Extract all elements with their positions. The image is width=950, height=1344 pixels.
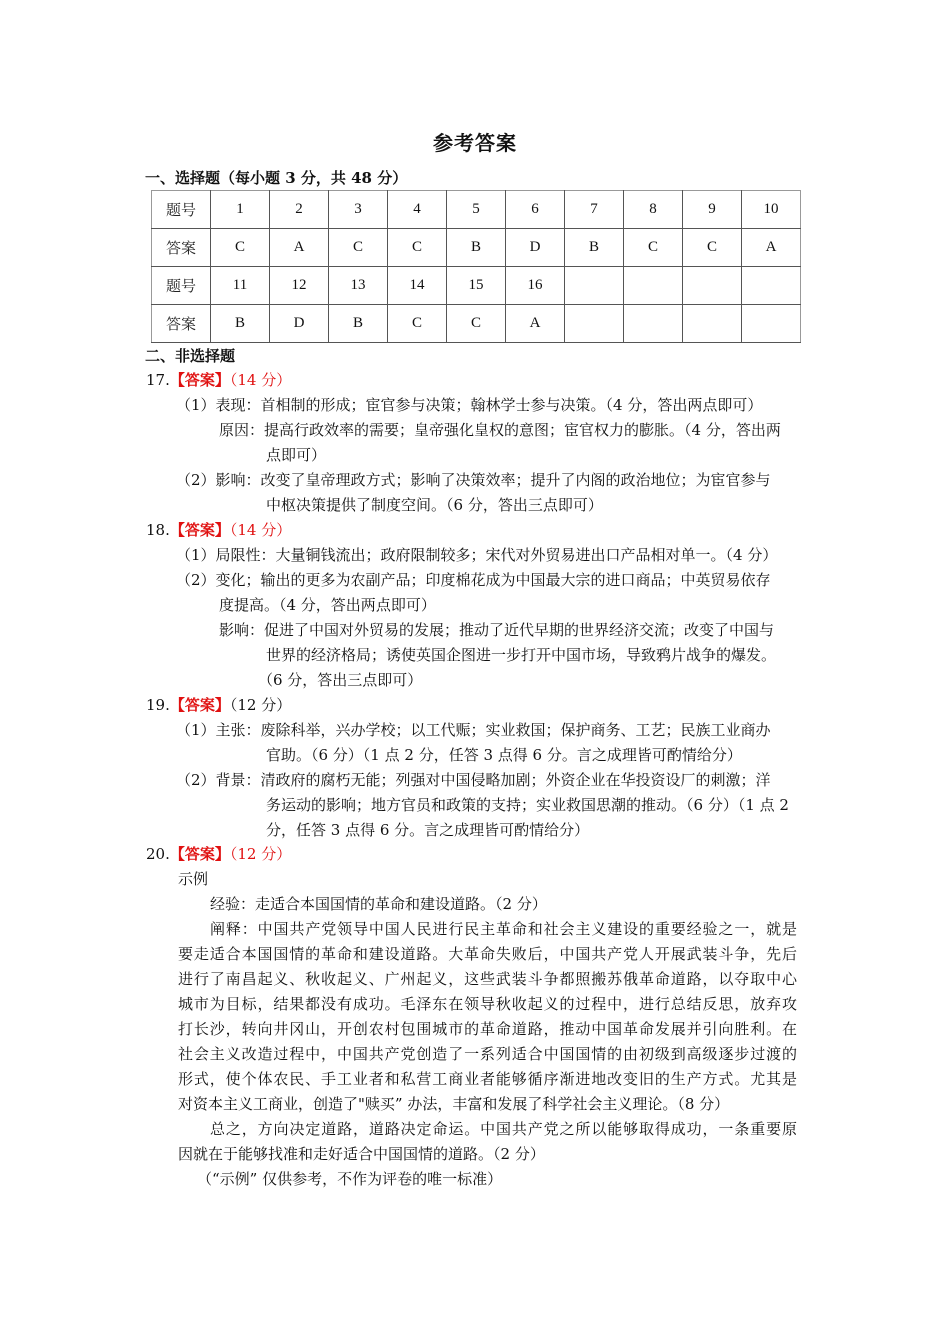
table-cell: 12 — [270, 267, 329, 305]
section-2-heading: 二、非选择题 — [145, 347, 236, 365]
answer-line: （2）影响：改变了皇帝理政方式；影响了决策效率；提升了内阁的政治地位；为宦官参与 — [176, 471, 771, 489]
answer-line: 务运动的影响；地方官员和政策的支持；实业救国思潮的推动。（6 分）（1 点 2 — [266, 796, 789, 814]
table-cell: B — [447, 229, 506, 267]
table-cell: D — [270, 305, 329, 343]
table-cell — [624, 267, 683, 305]
question-17-header — [146, 370, 291, 390]
answer-line: 社会主义改造过程中，中国共产党创造了一系列适合中国国情的由初级到高级逐步过渡的 — [178, 1045, 797, 1063]
table-cell: 3 — [329, 191, 388, 229]
table-cell — [565, 305, 624, 343]
question-19-header — [146, 695, 291, 715]
table-cell: 13 — [329, 267, 388, 305]
answer-line: 总之，方向决定道路，道路决定命运。中国共产党之所以能够取得成功，一条重要原 — [210, 1120, 797, 1138]
section-1-note: （每小题 3 分，共 48 分） — [220, 169, 408, 187]
answer-line: （1）表现：首相制的形成；宦官参与决策；翰林学士参与决策。（4 分，答出两点即可） — [176, 396, 763, 414]
table-cell: 15 — [447, 267, 506, 305]
table-cell — [742, 267, 801, 305]
answer-line: （2）背景：清政府的腐朽无能；列强对中国侵略加剧；外资企业在华投资设厂的刺激；洋 — [176, 771, 771, 789]
answer-line: 点即可） — [266, 446, 327, 464]
table-cell: 8 — [624, 191, 683, 229]
table-cell: B — [329, 305, 388, 343]
table-cell: A — [270, 229, 329, 267]
answer-line: 中枢决策提供了制度空间。（6 分，答出三点即可） — [266, 496, 603, 514]
table-cell: 1 — [211, 191, 270, 229]
answer-line: 影响：促进了中国对外贸易的发展；推动了近代早期的世界经济交流；改变了中国与 — [219, 621, 775, 639]
answer-line: 度提高。（4 分，答出两点即可） — [219, 596, 436, 614]
table-cell — [565, 267, 624, 305]
question-score: （14 分） — [229, 521, 292, 539]
question-number: 18. — [146, 521, 170, 539]
table-cell: 10 — [742, 191, 801, 229]
question-score: （12 分） — [229, 696, 292, 714]
table-cell: B — [211, 305, 270, 343]
answer-line: 原因：提高行政效率的需要；皇帝强化皇权的意图；宦官权力的膨胀。（4 分，答出两 — [219, 421, 781, 439]
page-title: 参考答案 — [433, 131, 517, 155]
example-label: 示例 — [178, 870, 209, 888]
answer-line: 要走适合本国国情的革命和建设道路。大革命失败后，中国共产党人开展武装斗争，先后 — [178, 945, 797, 963]
table-cell — [624, 305, 683, 343]
table-cell: 7 — [565, 191, 624, 229]
answer-line: 打长沙，转向井冈山，开创农村包围城市的革命道路，推动中国革命发展并引向胜利。在 — [178, 1020, 797, 1038]
question-number: 20. — [146, 845, 170, 863]
row-label: 答案 — [152, 229, 211, 267]
answer-line: 城市为目标，结果都没有成功。毛泽东在领导秋收起义的过程中，进行总结反思，放弃攻 — [178, 995, 797, 1013]
disclaimer-note: （“示例” 仅供参考，不作为评卷的唯一标准） — [197, 1170, 503, 1188]
table-cell: 6 — [506, 191, 565, 229]
answer-table — [151, 190, 801, 343]
table-cell: 9 — [683, 191, 742, 229]
table-cell: C — [388, 229, 447, 267]
table-cell: C — [683, 229, 742, 267]
table-cell — [683, 305, 742, 343]
question-score: （12 分） — [229, 845, 292, 863]
table-cell — [683, 267, 742, 305]
table-cell: C — [447, 305, 506, 343]
question-number: 19. — [146, 696, 170, 714]
answer-line: 进行了南昌起义、秋收起义、广州起义，这些武装斗争都照搬苏俄革命道路，以夺取中心 — [178, 970, 797, 988]
table-row — [152, 191, 801, 229]
table-cell: A — [506, 305, 565, 343]
table-cell: C — [388, 305, 447, 343]
table-cell: 4 — [388, 191, 447, 229]
row-label: 题号 — [152, 267, 211, 305]
table-cell: C — [624, 229, 683, 267]
row-label: 题号 — [152, 191, 211, 229]
table-cell: B — [565, 229, 624, 267]
question-18-header — [146, 520, 291, 540]
answer-tag: 【答案】 — [169, 371, 230, 389]
table-cell: 16 — [506, 267, 565, 305]
answer-line: 因就在于能够找准和走好适合中国国情的道路。（2 分） — [178, 1145, 545, 1163]
table-cell: 2 — [270, 191, 329, 229]
answer-line: 分，任答 3 点得 6 分。言之成理皆可酌情给分） — [266, 821, 590, 839]
answer-line: 形式，使个体农民、手工业者和私营工商业者能够循序渐进地改变旧的生产方式。尤其是 — [178, 1070, 797, 1088]
answer-line: （1）主张：废除科举，兴办学校；以工代赈；实业救国；保护商务、工艺；民族工业商办 — [176, 721, 771, 739]
table-cell: C — [211, 229, 270, 267]
table-cell: D — [506, 229, 565, 267]
table-row — [152, 229, 801, 267]
table-cell: 5 — [447, 191, 506, 229]
table-cell: A — [742, 229, 801, 267]
answer-line: 对资本主义工商业，创造了"赎买” 办法，丰富和发展了科学社会主义理论。（8 分） — [178, 1095, 730, 1113]
answer-line: （6 分，答出三点即可） — [258, 671, 423, 689]
section-1-title: 一、选择题 — [145, 169, 221, 187]
row-label: 答案 — [152, 305, 211, 343]
answer-line: 世界的经济格局；诱使英国企图进一步打开中国市场，导致鸦片战争的爆发。 — [266, 646, 777, 664]
table-cell: 14 — [388, 267, 447, 305]
answer-line: 官助。（6 分）（1 点 2 分，任答 3 点得 6 分。言之成理皆可酌情给分） — [266, 746, 742, 764]
section-1-heading — [145, 167, 407, 188]
answer-line: 经验：走适合本国国情的革命和建设道路。（2 分） — [210, 895, 547, 913]
answer-line: （1）局限性：大量铜钱流出；政府限制较多；宋代对外贸易进出口产品相对单一。（4 分） — [176, 546, 778, 564]
answer-line: 阐释：中国共产党领导中国人民进行民主革命和社会主义建设的重要经验之一，就是 — [210, 920, 797, 938]
answer-tag: 【答案】 — [169, 696, 230, 714]
answer-tag: 【答案】 — [169, 845, 230, 863]
table-row — [152, 267, 801, 305]
table-cell: 11 — [211, 267, 270, 305]
question-number: 17. — [146, 371, 170, 389]
question-20-header — [146, 844, 291, 864]
table-row — [152, 305, 801, 343]
table-cell — [742, 305, 801, 343]
answer-line: （2）变化；输出的更多为农副产品；印度棉花成为中国最大宗的进口商品；中英贸易依存 — [176, 571, 771, 589]
answer-tag: 【答案】 — [169, 521, 230, 539]
question-score: （14 分） — [229, 371, 292, 389]
table-cell: C — [329, 229, 388, 267]
